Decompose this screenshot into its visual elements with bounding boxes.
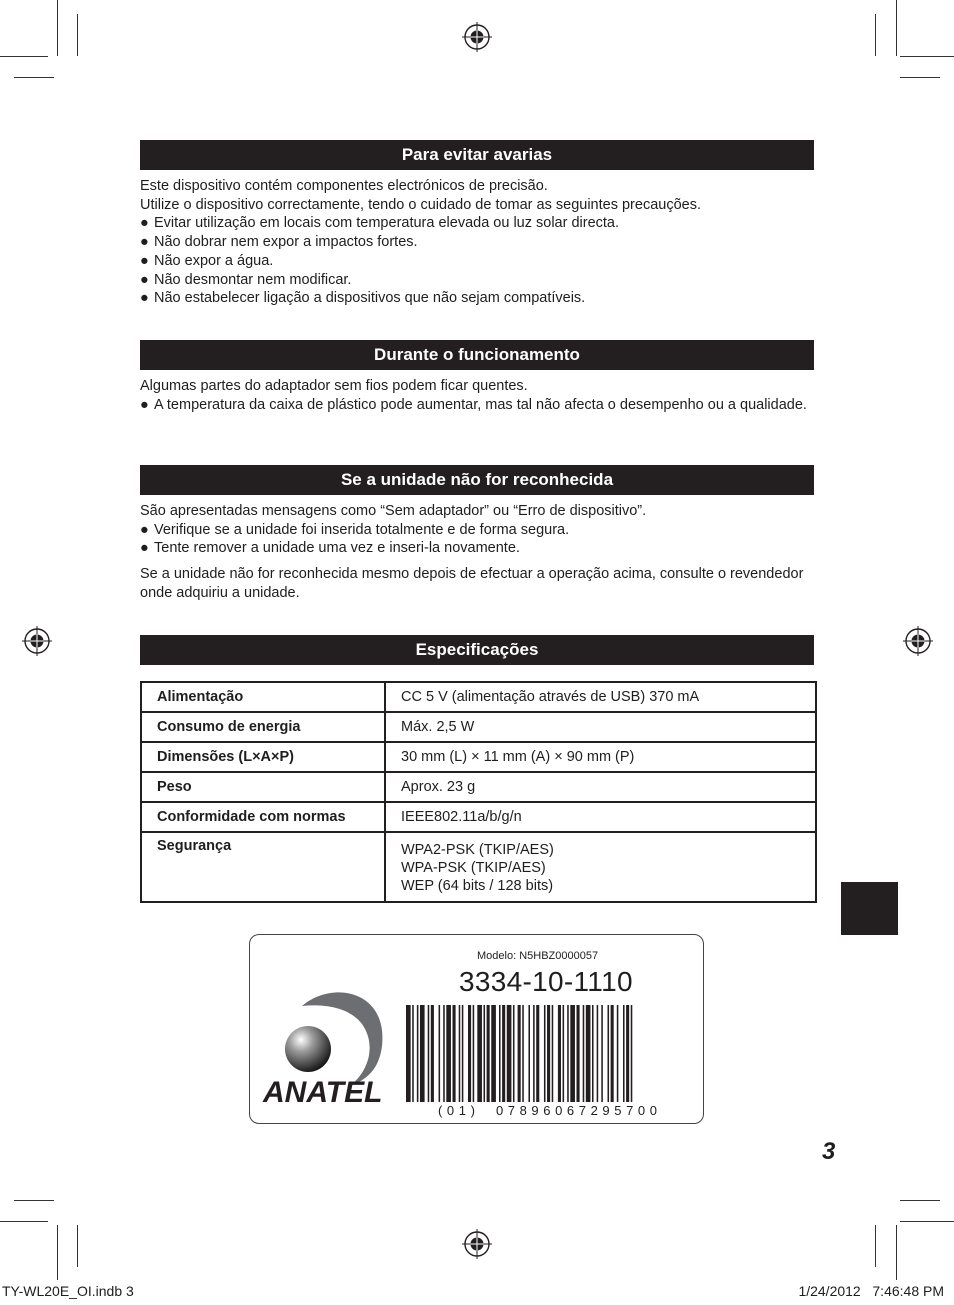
bullet-icon: ●: [140, 290, 149, 307]
homologation-code: 3334-10-1110: [459, 966, 633, 997]
barcode-bar: [518, 1005, 521, 1102]
registration-mark-icon: [22, 626, 52, 656]
barcode-bar: [477, 1005, 482, 1102]
barcode-bar: [453, 1005, 456, 1102]
list-item: ● Não desmontar nem modificar.: [140, 271, 352, 288]
paragraph: São apresentadas mensagens como “Sem adaptador” ou “Erro de dispositivo”.: [140, 503, 647, 519]
barcode-bar: [617, 1005, 619, 1102]
registration-mark-icon: [462, 1229, 492, 1259]
table-row: [141, 832, 816, 902]
barcode-bar: [577, 1005, 580, 1102]
registration-mark-icon: [462, 22, 492, 52]
list-item: ● Não expor a água.: [140, 252, 274, 269]
anatel-logo-text: ANATEL: [263, 1076, 383, 1108]
crop-mark: [14, 1200, 54, 1201]
spec-value: CC 5 V (alimentação através de USB) 370 mA: [385, 682, 816, 712]
barcode-bar: [462, 1005, 464, 1102]
section-heading-reconhecida: Se a unidade não for reconhecida: [140, 465, 814, 495]
barcode: [406, 1005, 660, 1102]
barcode-bar: [558, 1005, 561, 1102]
crop-mark: [875, 14, 876, 56]
barcode-bar: [592, 1005, 594, 1102]
bullet-icon: ●: [140, 252, 149, 269]
bullet-icon: ●: [140, 396, 149, 413]
barcode-bar: [406, 1005, 411, 1102]
bullet-icon: ●: [140, 271, 149, 288]
footer-timestamp: 1/24/2012 7:46:48 PM: [798, 1283, 944, 1299]
spec-value: IEEE802.11a/b/g/n: [385, 802, 816, 832]
table-row: [141, 772, 816, 802]
list-item: ● Não dobrar nem expor a impactos fortes.: [140, 234, 418, 251]
barcode-bar: [528, 1005, 530, 1102]
barcode-bar: [631, 1005, 633, 1102]
barcode-bar: [417, 1005, 419, 1102]
model-number: Modelo: N5HBZ0000057: [477, 950, 599, 962]
crop-mark: [896, 0, 897, 56]
barcode-bar: [563, 1005, 565, 1102]
bullet-icon: ●: [140, 521, 149, 538]
barcode-bar: [611, 1005, 614, 1102]
crop-mark: [57, 1225, 58, 1280]
barcode-bar: [420, 1005, 425, 1102]
spec-value: Máx. 2,5 W: [385, 712, 816, 742]
spec-value-line: WEP (64 bits / 128 bits): [401, 878, 554, 894]
spec-value: [385, 832, 816, 902]
barcode-bar: [570, 1005, 575, 1102]
section-body-reconhecida: [140, 502, 814, 603]
barcode-bar: [428, 1005, 430, 1102]
paragraph: Este dispositivo contém componentes electrónicos de precisão.: [140, 178, 548, 194]
barcode-bar: [499, 1005, 501, 1102]
crop-mark: [0, 56, 48, 57]
barcode-bar: [468, 1005, 471, 1102]
bullet-icon: ●: [140, 540, 149, 557]
barcode-bar: [459, 1005, 461, 1102]
section-heading-avarias: Para evitar avarias: [140, 140, 814, 170]
barcode-bar: [533, 1005, 535, 1102]
barcode-bar: [552, 1005, 554, 1102]
paragraph: Utilize o dispositivo correctamente, tendo o cuidado de tomar as seguintes precauções.: [140, 196, 701, 213]
table-row: [141, 712, 816, 742]
spec-key: Dimensões (L×A×P): [141, 742, 385, 772]
barcode-bar: [623, 1005, 625, 1102]
barcode-bar: [484, 1005, 486, 1102]
spec-value-line: WPA2-PSK (TKIP/AES): [401, 842, 554, 858]
barcode-bar: [547, 1005, 550, 1102]
barcode-bar: [597, 1005, 599, 1102]
barcode-bar: [443, 1005, 445, 1102]
bullet-icon: ●: [140, 234, 149, 251]
barcode-bar: [601, 1005, 603, 1102]
crop-mark: [900, 1221, 954, 1222]
barcode-bar: [626, 1005, 629, 1102]
page-number: 3: [822, 1138, 836, 1165]
crop-mark: [14, 77, 54, 78]
spec-value: 30 mm (L) × 11 mm (A) × 90 mm (P): [385, 742, 816, 772]
list-item: ● Verifique se a unidade foi inserida totalmente e de forma segura.: [140, 521, 570, 538]
spec-value-line: WPA-PSK (TKIP/AES): [401, 860, 546, 876]
table-row: [141, 802, 816, 832]
barcode-bar: [544, 1005, 546, 1102]
spec-key: Alimentação: [141, 682, 385, 712]
barcode-bar: [567, 1005, 569, 1102]
crop-mark: [57, 0, 58, 56]
list-item: ● Não estabelecer ligação a dispositivos que não sejam compatíveis.: [140, 290, 586, 307]
specifications-table: [140, 681, 817, 903]
table-row: [141, 742, 816, 772]
spec-key: Segurança: [141, 832, 385, 902]
footer-file-info: TY-WL20E_OI.indb 3: [2, 1283, 134, 1299]
list-item: ● A temperatura da caixa de plástico pode aumentar, mas tal não afecta o desempenho ou a qualidade.: [140, 396, 807, 413]
crop-mark: [0, 1221, 48, 1222]
barcode-bar: [487, 1005, 490, 1102]
crop-mark: [77, 1225, 78, 1267]
crop-mark: [77, 14, 78, 56]
barcode-bar: [586, 1005, 591, 1102]
barcode-bar: [507, 1005, 512, 1102]
section-heading-especificacoes: Especificações: [140, 635, 814, 665]
paragraph: Algumas partes do adaptador sem fios podem ficar quentes.: [140, 378, 528, 394]
barcode-bar: [439, 1005, 441, 1102]
barcode-bar: [412, 1005, 414, 1102]
spec-key: Peso: [141, 772, 385, 802]
section-heading-funcionamento: Durante o funcionamento: [140, 340, 814, 370]
barcode-bar: [446, 1005, 451, 1102]
table-row: [141, 682, 816, 712]
spec-key: Consumo de energia: [141, 712, 385, 742]
crop-mark: [896, 1225, 897, 1280]
barcode-bar: [491, 1005, 496, 1102]
crop-mark: [900, 77, 940, 78]
paragraph: Se a unidade não for reconhecida mesmo depois de efectuar a operação acima, consulte o revendedor onde adquiriu a unidade.: [140, 566, 804, 601]
list-item: ● Evitar utilização em locais com temperatura elevada ou luz solar directa.: [140, 215, 620, 232]
list-item: ● Tente remover a unidade uma vez e inseri-la novamente.: [140, 540, 520, 557]
barcode-bar: [522, 1005, 524, 1102]
spec-value: Aprox. 23 g: [385, 772, 816, 802]
barcode-number: (01) 07896067295700: [438, 1103, 662, 1118]
barcode-bar: [431, 1005, 434, 1102]
spec-key: Conformidade com normas: [141, 802, 385, 832]
crop-mark: [900, 1200, 940, 1201]
language-tab-marker: [841, 882, 898, 935]
barcode-bar: [502, 1005, 505, 1102]
barcode-bar: [473, 1005, 475, 1102]
barcode-bar: [536, 1005, 539, 1102]
crop-mark: [875, 1225, 876, 1267]
crop-mark: [900, 56, 954, 57]
section-body-avarias: [140, 177, 814, 308]
barcode-bar: [583, 1005, 585, 1102]
barcode-bar: [608, 1005, 610, 1102]
barcode-bar: [513, 1005, 515, 1102]
bullet-icon: ●: [140, 215, 149, 232]
registration-mark-icon: [903, 626, 933, 656]
section-body-funcionamento: [140, 377, 814, 414]
anatel-logo: [262, 986, 387, 1108]
